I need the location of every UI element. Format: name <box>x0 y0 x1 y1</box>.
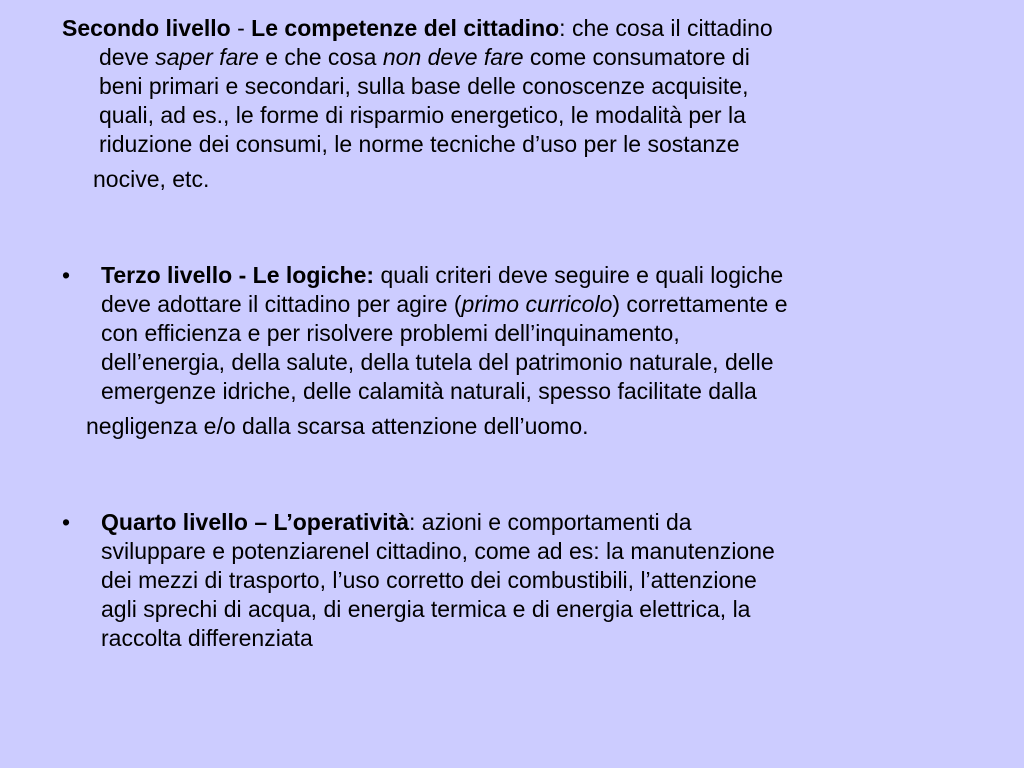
line-text: quali criteri deve seguire e quali logiche <box>374 262 784 288</box>
paragraph-secondo-livello <box>62 14 962 194</box>
paragraph-line <box>62 14 962 43</box>
line-text: : azioni e comportamenti da <box>409 509 692 535</box>
level-label: Secondo livello <box>62 15 231 41</box>
paragraph-line <box>62 290 962 319</box>
line-text: deve adottare il cittadino per agire ( <box>101 291 462 317</box>
paragraph-line: raccolta differenziata <box>101 625 313 651</box>
bullet-terzo-livello <box>62 261 962 441</box>
paragraph-line <box>62 261 962 290</box>
paragraph-line: riduzione dei consumi, le norme tecniche d’uso per le sostanze <box>99 131 740 157</box>
paragraph-line: beni primari e secondari, sulla base delle conoscenze acquisite, <box>99 73 749 99</box>
bullet-icon: • <box>62 509 71 535</box>
paragraph-line: agli sprechi di acqua, di energia termica e di energia elettrica, la <box>101 596 751 622</box>
line-text: : che cosa il cittadino <box>559 15 773 41</box>
paragraph-line <box>62 43 962 72</box>
emphasis-text: non deve fare <box>382 44 524 70</box>
emphasis-text: saper fare <box>155 44 259 70</box>
paragraph-line: quali, ad es., le forme di risparmio energetico, le modalità per la <box>99 102 746 128</box>
paragraph-line: dei mezzi di trasporto, l’uso corretto dei combustibili, l’attenzione <box>101 567 757 593</box>
bullet-icon: • <box>62 262 71 288</box>
paragraph-line <box>62 508 962 537</box>
paragraph-line: emergenze idriche, delle calamità naturali, spesso facilitate dalla <box>101 378 757 404</box>
paragraph-line: negligenza e/o dalla scarsa attenzione dell’uomo. <box>86 413 589 439</box>
separator: - <box>230 15 252 41</box>
paragraph-line: sviluppare e potenziarenel cittadino, come ad es: la manutenzione <box>101 538 775 564</box>
level-heading: Le competenze del cittadino <box>251 15 560 41</box>
paragraph-line: dell’energia, della salute, della tutela del patrimonio naturale, delle <box>101 349 774 375</box>
level-heading: Terzo livello - Le logiche: <box>101 262 375 288</box>
line-text: come consumatore di <box>523 44 750 70</box>
bullet-quarto-livello <box>62 508 962 653</box>
line-text: deve <box>99 44 156 70</box>
level-heading: Quarto livello – L’operatività <box>101 509 410 535</box>
emphasis-text: primo curricolo <box>461 291 613 317</box>
line-text: e che cosa <box>258 44 383 70</box>
paragraph-line: con efficienza e per risolvere problemi dell’inquinamento, <box>101 320 680 346</box>
paragraph-line: nocive, etc. <box>93 166 210 192</box>
line-text: ) correttamente e <box>612 291 788 317</box>
